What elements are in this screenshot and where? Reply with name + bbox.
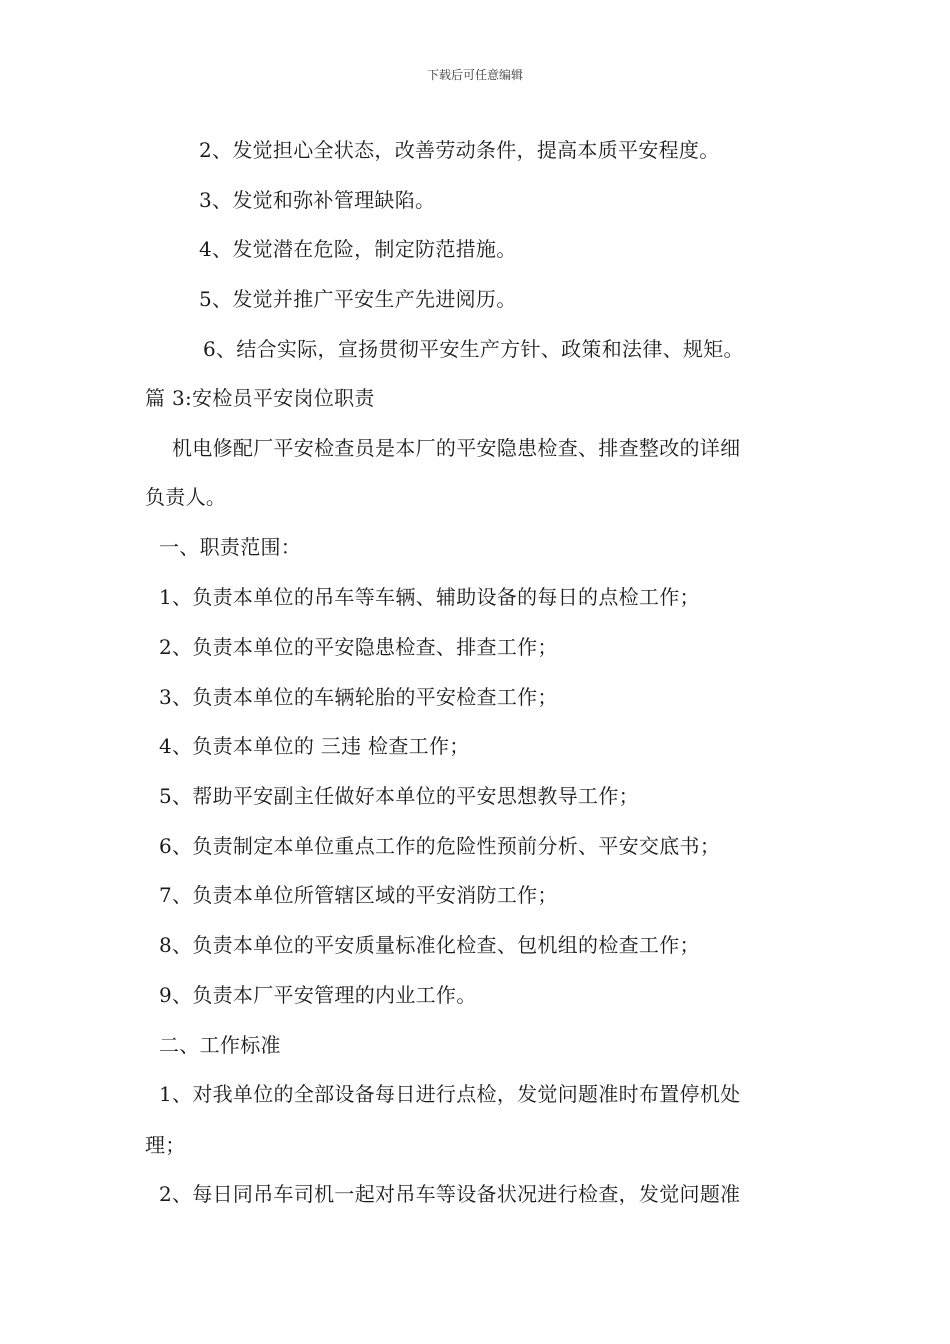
- text-line: 5、发觉并推广平安生产先进阅历。: [199, 287, 517, 311]
- list-item: 1、负责本单位的吊车等车辆、辅助设备的每日的点检工作；: [159, 585, 700, 609]
- list-item: 8、负责本单位的平安质量标准化检查、包机组的检查工作；: [159, 933, 700, 957]
- text-line: 2、发觉担心全状态，改善劳动条件，提高本质平安程度。: [199, 138, 720, 162]
- text-line: 6、结合实际，宣扬贯彻平安生产方针、政策和法律、规矩。: [203, 337, 744, 361]
- paragraph-line: 负责人。: [145, 485, 227, 509]
- subsection-heading: 一、职责范围：: [159, 535, 302, 559]
- list-item: 1、对我单位的全部设备每日进行点检，发觉问题准时布置停机处: [159, 1082, 741, 1106]
- list-item: 7、负责本单位所管辖区域的平安消防工作；: [159, 883, 558, 907]
- list-item: 3、负责本单位的车辆轮胎的平安检查工作；: [159, 685, 558, 709]
- list-item: 2、负责本单位的平安隐患检查、排查工作；: [159, 635, 558, 659]
- list-item: 9、负责本厂平安管理的内业工作。: [159, 983, 477, 1007]
- page-header: 下载后可任意编辑: [426, 68, 523, 82]
- text-line: 3、发觉和弥补管理缺陷。: [199, 188, 436, 212]
- paragraph-line: 机电修配厂平安检查员是本厂的平安隐患检查、排查整改的详细: [172, 436, 741, 460]
- list-item-continuation: 理；: [145, 1133, 186, 1157]
- subsection-heading: 二、工作标准: [159, 1033, 281, 1057]
- list-item: 2、每日同吊车司机一起对吊车等设备状况进行检查，发觉问题准: [159, 1182, 741, 1206]
- list-item: 5、帮助平安副主任做好本单位的平安思想教导工作；: [159, 784, 639, 808]
- list-item: 6、负责制定本单位重点工作的危险性预前分析、平安交底书；: [159, 834, 721, 858]
- section-heading: 篇 3:安检员平安岗位职责: [145, 386, 375, 410]
- list-item: 4、负责本单位的 三违 检查工作；: [159, 734, 470, 758]
- text-line: 4、发觉潜在危险，制定防范措施。: [199, 237, 517, 261]
